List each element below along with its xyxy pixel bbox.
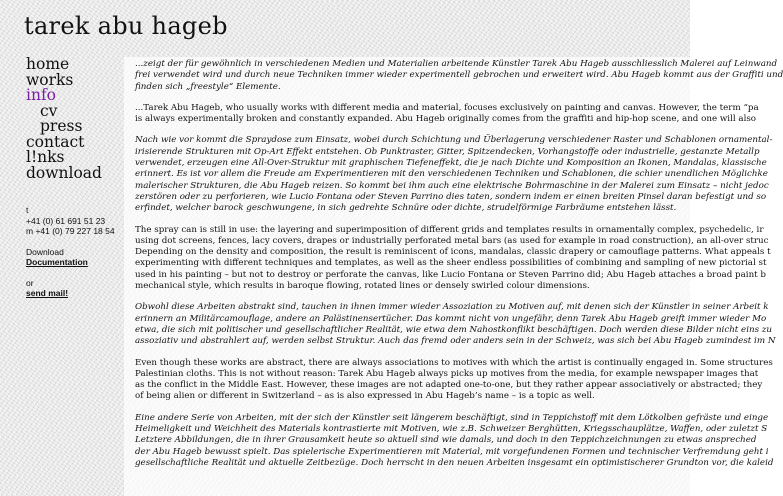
paragraph-line: erinnert. Es ist vor allem die Freude am Experimentieren mit den verschiedenen Techniken und Schablonen, die schier unendlichen Möglichke [135,169,768,180]
paragraph-line: ...zeigt der für gewöhnlich in verschiedenen Medien und Materialien arbeitende Künstler Tarek Abu Hageb ausschliesslich Malerei auf Leinwand [135,59,778,69]
paragraph-line: Obwohl diese Arbeiten abstrakt sind, tauchen in ihnen immer wieder Assoziation zu Motiven auf, mit denen sich der Künstler in seiner Arbeit k [135,302,769,313]
paragraph-line: is always experimentally broken and constantly expanded. Abu Hageb originally comes from the graffiti and hip-hop scene, and one will also [135,114,757,125]
paragraph-line: used in his painting – but not to destroy or perforate the canvas, like Lucio Fontana or Steven Parrino did; Abu Hageb attaches a broad paint b [135,269,766,280]
contact-info [26,205,115,299]
paragraph-line: Depending on the density and composition, the result is reminiscent of icons, mandalas, classic drapery or camouflage patterns. What appeals t [135,247,771,258]
paragraph-line: Palestinian cloths. This is not without reason: Tarek Abu Hageb always picks up motives from the media, for example newspaper images that [135,368,759,379]
paragraph-line: of being alien or different in Switzerland – as is also expressed in Abu Hageb’s name – is a topic as well. [135,391,595,402]
info-text [135,59,783,479]
paragraph-line: Letztere Abbildungen, die in ihrer Grausamkeit heute so aktuell sind wie damals, und doch in den Teppichzeichnungen zu etwas anspreched [135,435,757,446]
nav-item-download[interactable]: download [26,163,102,182]
info-paragraph-german [135,135,773,214]
paragraph-line: ...Tarek Abu Hageb, who usually works with different media and material, focuses exclusively on painting and canvas. However, the term “pa [135,102,759,113]
documentation-link[interactable]: Documentation [26,257,88,267]
nav-subitem-press[interactable]: press [40,117,83,135]
paragraph-line: mechanical style, which results in baroque flowing, rotated lines or densely swirled colour dimensions. [135,281,590,292]
paragraph-line: finden sich „freestyle“ Elemente. [135,81,281,92]
info-content-panel [124,57,783,496]
paragraph-line: erfindet, welcher barock geschwungene, in sich gedrehte Schnüre oder dichte, strudelförmige Farbräume entstehen lässt. [135,203,677,214]
nav-item-works[interactable]: works [26,70,74,89]
send-mail-link[interactable]: send mail! [26,288,69,298]
main-nav [26,57,102,181]
nav-item-links[interactable]: l!nks [26,148,65,166]
paragraph-line: der Abu Hageb bewusst spielt. Das spielerische Experimentieren mit Material, mit vorgefundenen Formen und technischer Verfremdung geht i [135,446,769,457]
paragraph-line: etwa, die sich mit politischer und gesellschaftlicher Realität, wie etwa dem Nahostkonflikt beschäftigen. Doch werden diese Bilder nicht eins zu [135,324,772,335]
paragraph-line: malerischer Strukturen, die Abu Hageb reizen. So kommt bei ihm auch eine elektrische Bohrmaschine in der Malerei zum Einsatz – nicht jedoc [135,180,769,191]
info-paragraph-german [135,59,783,93]
paragraph-line: Heimeligkeit und Weichheit des Materials kontrastierte mit Motiven, wie z.B. Schweizer Berghütten, Kriegsschauplätze, Waffen, oder zuletzt S [135,424,768,435]
nav-item-info[interactable]: info [26,86,57,104]
paragraph-line: The spray can is still in use: the layering and superimposition of different grids and templates results in ornamentally complex, psychedelic, ir [135,224,764,235]
paragraph-line: irisierende Strukturen mit Op-Art Effekt entstehen. Ob Punktraster, Gitter, Spitzendecken, Vorhangstoffe oder industrielle, gestanzte Metallp [135,146,760,157]
paragraph-line: Nach wie vor kommt die Spraydose zum Einsatz, wobei durch Schichtung und Überlagerung verschiedener Raster und Schablonen ornamental- [135,135,773,146]
info-paragraph-german [135,412,774,469]
download-text: Download [26,246,64,257]
paragraph-line: assoziativ und abstrahlert auf, werden selbst Struktur. Auch das fremd oder anders sein in der Schweiz, was sich bei Abu Hageb zumindest im N [135,336,776,347]
paragraph-line: zerstören oder zu perforieren, wie Lucio Fontana oder Steven Parrino dies taten, sondern indem er einen breiten Pinsel daran befestigt und so [135,191,767,202]
site-title: tarek abu hageb [24,12,228,40]
paragraph-line: erinnern an Militärcamouflage, andere an Palästinensertücher. Das kommt nicht von ungefähr, denn Tarek Abu Hageb greift immer wieder Mo [135,313,767,324]
info-paragraph-german [135,302,776,347]
info-paragraph-english [135,224,771,293]
phone-landline: +41 (0) 61 691 51 23 [26,215,106,226]
nav-item-contact[interactable]: contact [26,132,85,151]
phone-mobile: m +41 (0) 79 227 18 54 [26,226,115,236]
paragraph-line: using dot screens, fences, lacy covers, drapes or industrially perforated metal bars (as used for example in road construction), an all-over struc [135,235,769,246]
nav-subitem-cv[interactable]: cv [40,101,58,120]
info-paragraph-english [135,102,759,126]
paragraph-line: frei verwendet wird und durch neue Techniken immer wieder experimentell gebrochen und erweitert wird. Abu Hageb kommt aus der Graffiti und [135,70,783,81]
info-paragraph-english [135,357,773,403]
paragraph-line: gesellschaftliche Realität und aktuelle Zeitbezüge. Doch herrscht in den neuen Arbeiten insgesamt ein optimistischerer Grundton vor, die kaleid [135,457,774,468]
paragraph-line: verwendet, erzeugen eine All-Over-Struktur mit graphischen Tiefeneffekt, die je nach Dichte und Komposition an Ikonen, Mandalas, klassische [135,158,767,169]
paragraph-line: as the conflict in the Middle East. However, these images are not adapted one-to-one, but they rather appear associatively or abstracted; they [135,380,763,391]
paragraph-line: Eine andere Serie von Arbeiten, mit der sich der Künstler seit längerem beschäftigt, sind in Teppichstoff mit dem Lötkolben gefräste und einge [135,412,769,423]
phone-t-label: t [26,205,29,215]
paragraph-line: Even though these works are abstract, there are always associations to motives with which the artist is continually engaged in. Some structures [135,357,773,368]
or-text: or [26,277,34,288]
nav-item-home[interactable]: home [26,55,70,73]
paragraph-line: experimenting with different techniques and templates, as well as the sheer endless possibilities of combining and sampling of new pictorial st [135,258,767,269]
